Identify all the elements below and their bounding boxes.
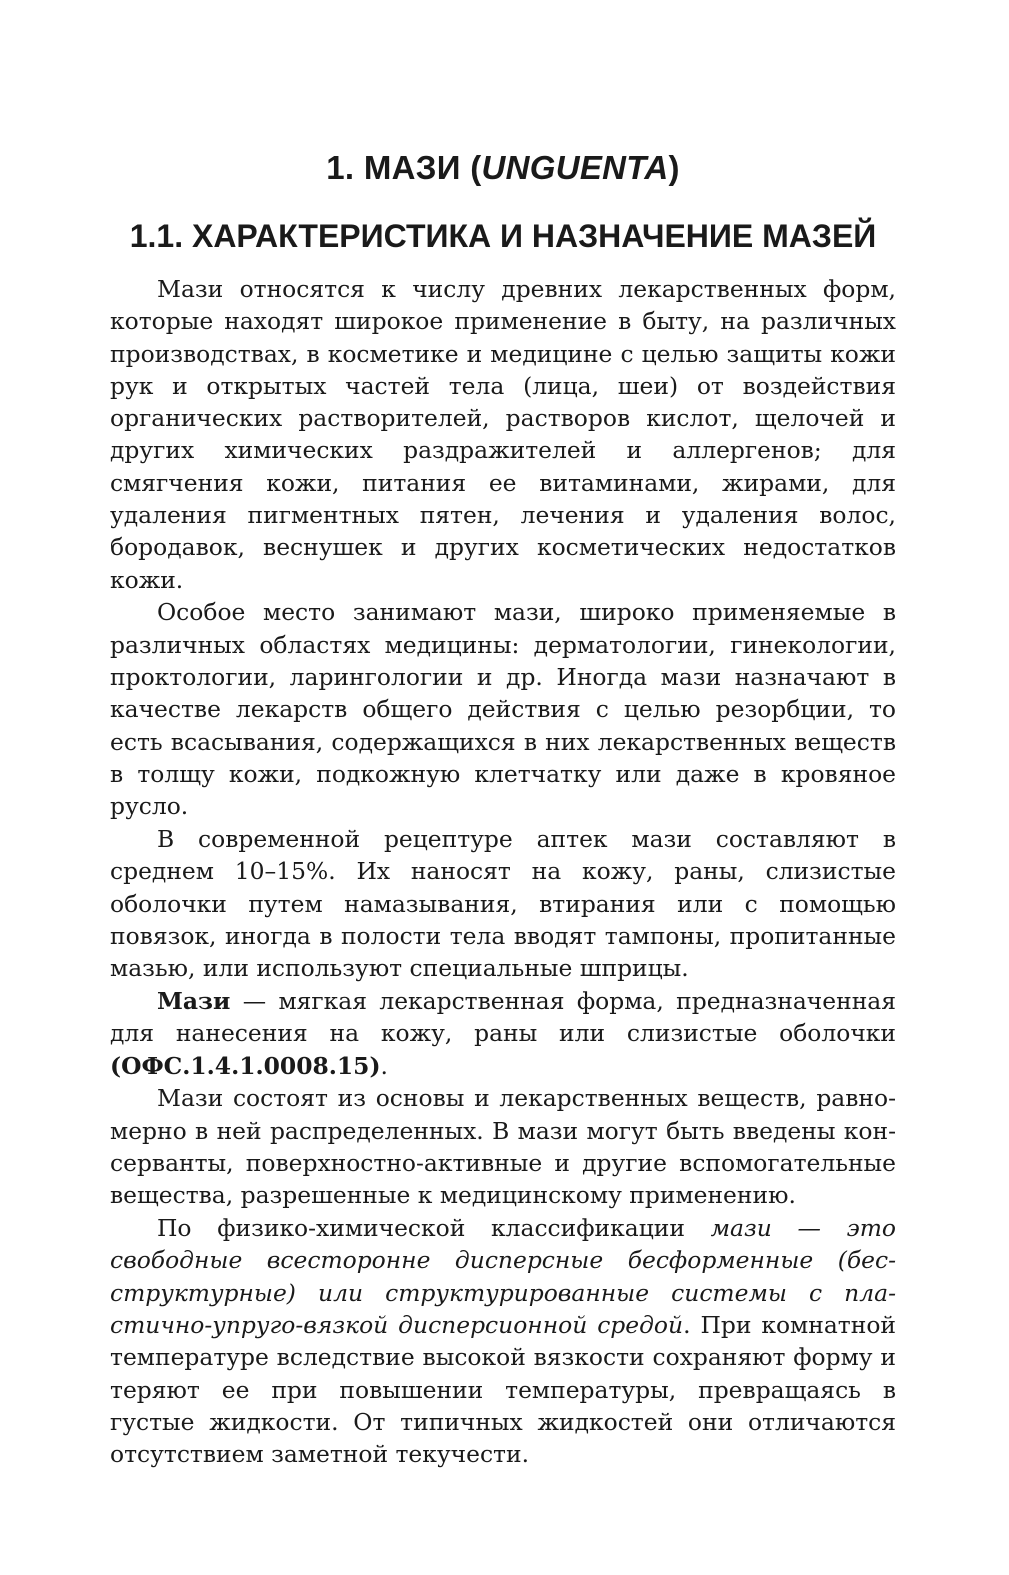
chapter-latin-name: UNGUENTA	[481, 149, 669, 186]
section-title: 1.1. ХАРАКТЕРИСТИКА И НАЗНАЧЕНИЕ МАЗЕЙ	[129, 218, 877, 254]
chapter-title-close: )	[668, 149, 680, 186]
paragraph-3: В современной рецептуре аптек мази составляют в среднем 10–15%. Их наносят на кожу, раны, слизистые оболочки путем намазывания, втирания или с помощью повязок, иногда в полости тела вводят тампоны, пропитанные мазью, или используют специальные шприцы.	[110, 825, 896, 983]
paragraph-2: Особое место занимают мази, широко применяемые в различных областях медицины: дерматологии, гинекологии, проктологии, ларингологии и др. Иногда мази назначают в качестве лекарств общего действия с целью резорбции, то есть всасывания, содержащихся в них лекарственных веществ в толщу кожи, подкожную клетчатку или даже в кровяное русло.	[110, 598, 896, 821]
chapter-title	[110, 148, 896, 188]
paragraph-4	[110, 985, 896, 1082]
standard-reference: (ОФС.1.4.1.0008.15)	[110, 1051, 381, 1080]
classification-term: мази	[710, 1214, 772, 1243]
paragraph-6	[110, 1212, 896, 1470]
classification-definition: — это свободные всесторонне дисперсные бесформенные (бесструктурные) или структурированные системы с пластично-упруго-вязкой дисперсионной средой	[110, 1214, 896, 1339]
classification-lead: По физико-химической классификации	[157, 1214, 711, 1243]
chapter-number: 1. МАЗИ (	[326, 149, 482, 186]
paragraph-1: Мази относятся к числу древних лекарственных форм, которые находят широкое применение в быту, на различных производствах, в косметике и медицине с целью защиты кожи рук и открытых частей тела (лица, шеи) от воздействия органических растворителей, растворов кислот, щелочей и других химических раздражителей и аллергенов; для смягчения кожи, питания ее витаминами, жирами, для удаления пигментных пятен, лечения и удаления волос, бородавок, веснушек и других косметических недостатков кожи.	[110, 275, 896, 594]
definition-text: — мягкая лекарственная форма, предназначенная для нанесения на кожу, раны или слизистые оболочки	[110, 987, 896, 1048]
classification-rest: . При комнатной температуре вследствие высокой вязкости сохраняют форму и теряют ее при повышении температуры, превращаясь в густые жидкости. От типичных жидкостей они отличаются отсутствием заметной текучести.	[110, 1311, 896, 1469]
definition-term: Мази	[157, 987, 231, 1016]
paragraph-5: Мази состоят из основы и лекарственных веществ, равномерно в ней распределенных. В мази могут быть введены консерванты, поверхностно-активные и другие вспомогательные вещества, разрешенные к медицинскому применению.	[110, 1084, 896, 1210]
body-text	[110, 273, 896, 1470]
definition-end: .	[380, 1051, 388, 1080]
